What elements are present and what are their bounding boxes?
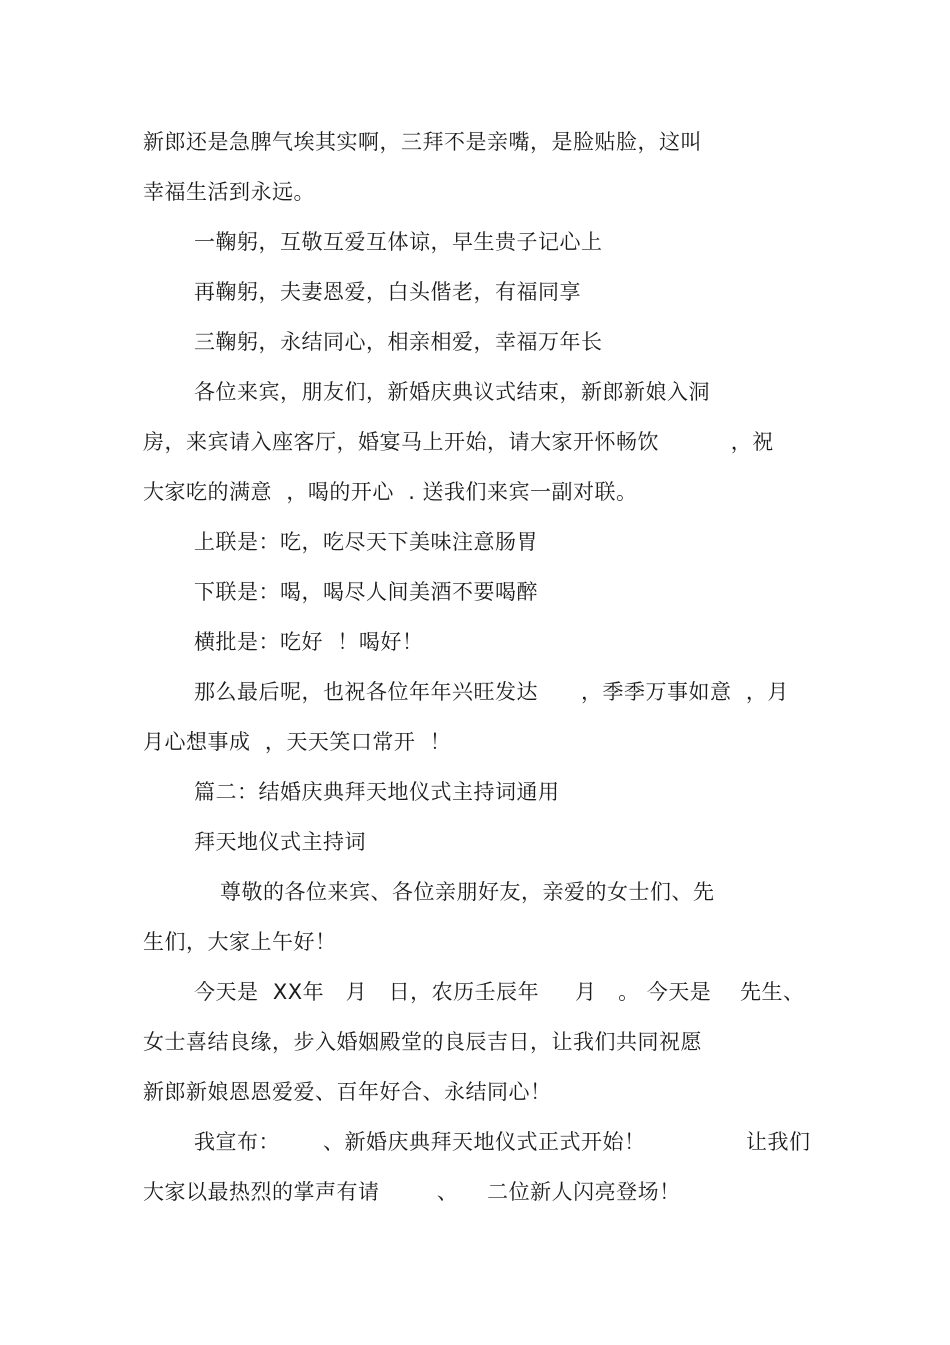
text-line-2: 幸福生活到永远。 [143, 180, 315, 204]
text-line-21: 我宣布： 、新婚庆典拜天地仪式正式开始！ 让我们 [194, 1130, 811, 1154]
text-line-4: 再鞠躬，夫妻恩爱，白头偕老，有福同享 [194, 280, 581, 304]
section-heading: 篇二：结婚庆典拜天地仪式主持词通用 [194, 780, 560, 804]
text-line-10: 下联是：喝，喝尽人间美酒不要喝醉 [194, 580, 538, 604]
text-line-13: 月心想事成 ，天天笑口常开 ！ [143, 730, 452, 754]
text-line-20: 新郎新娘恩恩爱爱、百年好合、永结同心！ [143, 1080, 552, 1104]
text-line-22: 大家以最热烈的掌声有请 、 二位新人闪亮登场！ [143, 1180, 681, 1204]
sub-heading: 拜天地仪式主持词 [194, 830, 366, 854]
text-line-1: 新郎还是急脾气埃其实啊，三拜不是亲嘴，是脸贴脸，这叫 [143, 130, 702, 154]
text-line-17: 生们，大家上午好！ [143, 930, 337, 954]
text-line-11: 横批是：吃好 ！喝好！ [194, 630, 424, 654]
text-line-12: 那么最后呢，也祝各位年年兴旺发达 ，季季万事如意 ，月 [194, 680, 789, 704]
text-line-3: 一鞠躬，互敬互爱互体谅，早生贵子记心上 [194, 230, 603, 254]
text-line-5: 三鞠躬，永结同心，相亲相爱，幸福万年长 [194, 330, 603, 354]
text-line-19: 女士喜结良缘，步入婚姻殿堂的良辰吉日，让我们共同祝愿 [143, 1030, 702, 1054]
text-line-8: 大家吃的满意 ，喝的开心 . 送我们来宾一副对联。 [143, 480, 638, 504]
text-line-18: 今天是 XX年 月 日，农历壬辰年 月 。 今天是 先生、 [194, 980, 805, 1004]
text-line-16: 尊敬的各位来宾、各位亲朋好友，亲爱的女士们、先 [220, 880, 715, 904]
text-line-6: 各位来宾，朋友们，新婚庆典议式结束，新郎新娘入洞 [194, 380, 710, 404]
text-line-9: 上联是：吃，吃尽天下美味注意肠胃 [194, 530, 538, 554]
text-line-7: 房，来宾请入座客厅，婚宴马上开始，请大家开怀畅饮 ，祝 [143, 430, 774, 454]
